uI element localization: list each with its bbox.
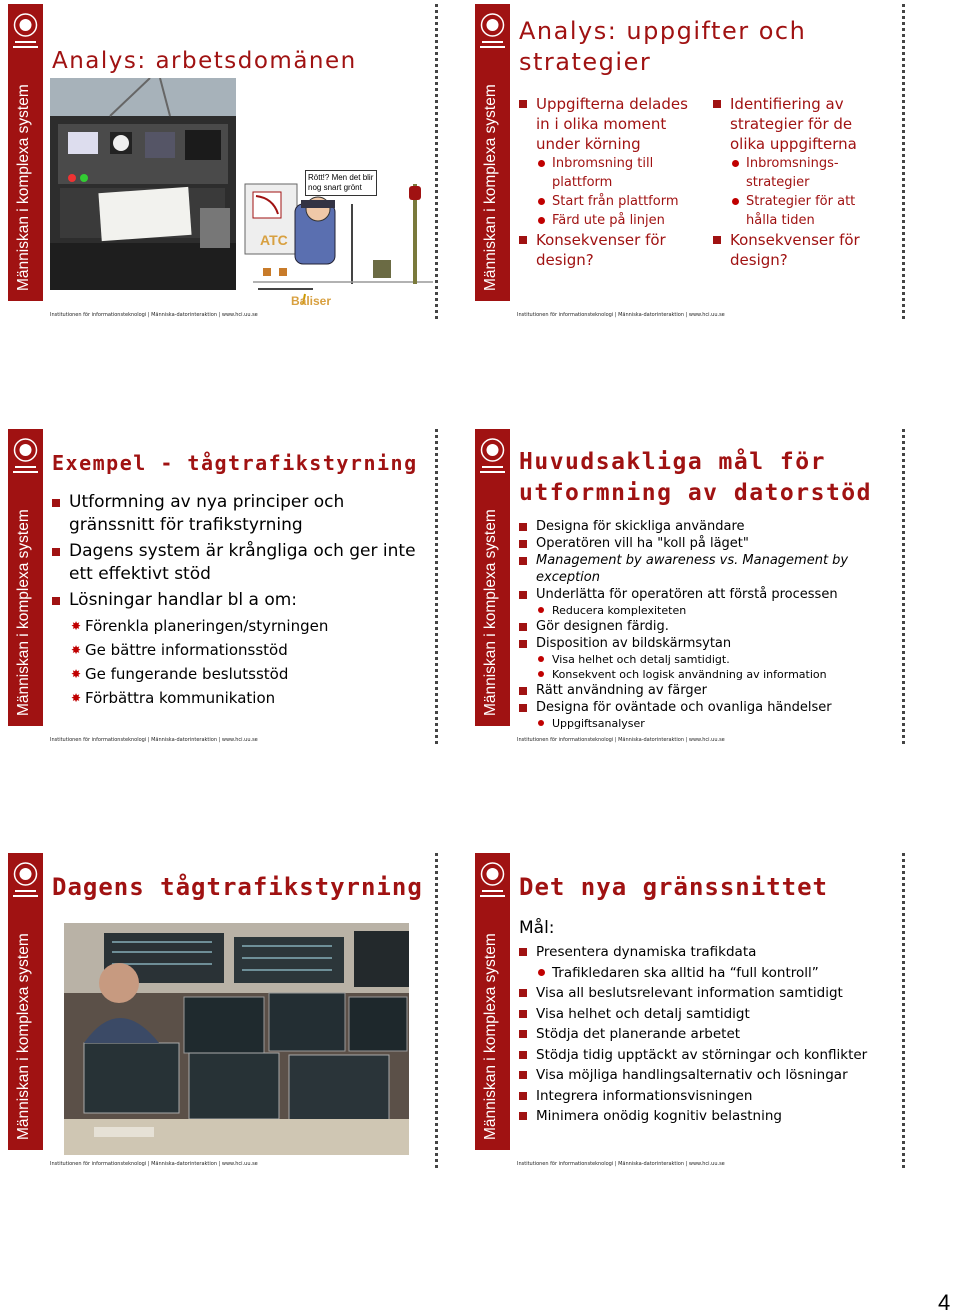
control-room-photo bbox=[64, 923, 409, 1155]
list-item: Gör designen färdig. bbox=[519, 618, 899, 635]
slide-footer: Institutionen för informationsteknologi | Människa-datorinteraktion | www.hci.uu.se bbox=[50, 737, 258, 743]
slide-title: Analys: arbetsdomänen bbox=[52, 48, 357, 74]
page-number: 4 bbox=[938, 1290, 951, 1315]
title-line-1: Huvudsakliga mål för bbox=[519, 449, 826, 475]
list-item: Visa all beslutsrelevant information samtidigt bbox=[519, 983, 899, 1004]
cut-line bbox=[902, 853, 905, 1171]
slide-arbetsdomanen bbox=[8, 4, 438, 322]
list-item: Rätt användning av färger bbox=[519, 682, 899, 699]
university-logo-icon bbox=[11, 859, 40, 901]
train-cab-photo bbox=[50, 78, 236, 290]
sub-item: Visa helhet och detalj samtidigt. bbox=[536, 652, 899, 667]
slide-title bbox=[519, 16, 806, 78]
list-item: Disposition av bildskärmsytan Visa helhet och detalj samtidigt. Konsekvent och logisk användning av information bbox=[519, 635, 899, 682]
bullet-list bbox=[52, 491, 422, 710]
slide-title: Det nya gränssnittet bbox=[519, 873, 828, 901]
list-item: Operatören vill ha "koll på läget" bbox=[519, 535, 899, 552]
left-bullet-list bbox=[519, 94, 699, 270]
slide-title: Dagens tågtrafikstyrning bbox=[52, 873, 423, 901]
slide-title: Exempel - tågtrafikstyrning bbox=[52, 451, 418, 475]
slide-sidebar bbox=[8, 429, 43, 726]
university-logo-icon bbox=[478, 10, 507, 52]
university-logo-icon bbox=[11, 10, 40, 52]
cut-line bbox=[902, 429, 905, 747]
title-line-2: strategier bbox=[519, 48, 652, 76]
slide-footer: Institutionen för informationsteknologi | Människa-datorinteraktion | www.hci.uu.se bbox=[517, 737, 725, 743]
university-logo-icon bbox=[478, 435, 507, 477]
slide-footer: Institutionen för informationsteknologi | Människa-datorinteraktion | www.hci.uu.se bbox=[50, 1161, 258, 1167]
slide-exempel bbox=[8, 429, 438, 747]
sub-item: ✸ Ge bättre informationsstöd bbox=[69, 638, 422, 662]
right-bullet-list bbox=[713, 94, 883, 270]
list-item: Konsekvenser för design? bbox=[713, 230, 883, 270]
title-line-2: utformning av datorstöd bbox=[519, 480, 872, 506]
list-item: Uppgifterna delades in i olika moment under körning Inbromsning till plattform Start från plattform Färd ute på linjen bbox=[519, 94, 699, 230]
sub-item: Start från plattform bbox=[536, 192, 699, 211]
sub-item: Inbromsning till plattform bbox=[536, 154, 699, 192]
sub-item: Reducera komplexiteten bbox=[536, 603, 899, 618]
sidebar-title: Människan i komplexa system bbox=[15, 84, 32, 291]
sidebar-title: Människan i komplexa system bbox=[15, 509, 32, 716]
sidebar-title: Människan i komplexa system bbox=[482, 84, 499, 291]
slide-footer: Institutionen för informationsteknologi | Människa-datorinteraktion | www.hci.uu.se bbox=[517, 312, 725, 318]
sub-item: Konsekvent och logisk användning av information bbox=[536, 667, 899, 682]
title-line-1: Analys: uppgifter och bbox=[519, 17, 807, 45]
list-item: Visa helhet och detalj samtidigt bbox=[519, 1004, 899, 1025]
sub-item: ✸ Förenkla planeringen/styrningen bbox=[69, 614, 422, 638]
sub-item: ✸ Ge fungerande beslutsstöd bbox=[69, 662, 422, 686]
cut-line bbox=[435, 853, 438, 1171]
list-item: Presentera dynamiska trafikdata Trafikledaren ska alltid ha “full kontroll” bbox=[519, 942, 899, 983]
list-item: Identifiering av strategier för de olika uppgifterna Inbromsnings-strategier Strategier för att hålla tiden bbox=[713, 94, 883, 230]
list-item: Utformning av nya principer och gränssnitt för trafikstyrning bbox=[52, 491, 422, 537]
list-item: Konsekvenser för design? bbox=[519, 230, 699, 270]
sub-item: Färd ute på linjen bbox=[536, 211, 699, 230]
university-logo-icon bbox=[11, 435, 40, 477]
goal-label: Mål: bbox=[519, 918, 555, 938]
bullet-list bbox=[519, 518, 899, 731]
slide-dagens bbox=[8, 853, 438, 1171]
list-item: Stödja tidig upptäckt av störningar och konflikter bbox=[519, 1045, 899, 1066]
atc-label: ATC bbox=[260, 232, 288, 248]
cut-line bbox=[435, 4, 438, 322]
cut-line bbox=[435, 429, 438, 747]
slide-sidebar bbox=[8, 853, 43, 1150]
bullet-list bbox=[519, 942, 899, 1127]
slide-footer: Institutionen för informationsteknologi | Människa-datorinteraktion | www.hci.uu.se bbox=[50, 312, 258, 318]
list-item: Minimera onödig kognitiv belastning bbox=[519, 1106, 899, 1127]
slide-huvudsakliga-mal bbox=[475, 429, 905, 747]
sub-item: Strategier för att hålla tiden bbox=[730, 192, 883, 230]
sidebar-title: Människan i komplexa system bbox=[482, 933, 499, 1140]
list-item: Visa möjliga handlingsalternativ och lösningar bbox=[519, 1065, 899, 1086]
sidebar-title: Människan i komplexa system bbox=[15, 933, 32, 1140]
sidebar-title: Människan i komplexa system bbox=[482, 509, 499, 716]
list-item: Stödja det planerande arbetet bbox=[519, 1024, 899, 1045]
baliser-label: Baliser bbox=[291, 294, 332, 308]
list-item: Lösningar handlar bl a om: ✸ Förenkla planeringen/styrningen ✸ Ge bättre informationsstöd ✸ Ge fungerande beslutsstöd ✸ Förbättra kommunikation bbox=[52, 589, 422, 710]
slide-title bbox=[519, 447, 872, 509]
list-item: Designa för skickliga användare bbox=[519, 518, 899, 535]
slide-uppgifter-strategier bbox=[475, 4, 905, 322]
list-item: Designa för oväntade och ovanliga händelser Uppgiftsanalyser bbox=[519, 699, 899, 731]
sub-item: Uppgiftsanalyser bbox=[536, 716, 899, 731]
slide-sidebar bbox=[475, 429, 510, 726]
list-item: Underlätta för operatören att förstå processen Reducera komplexiteten bbox=[519, 586, 899, 618]
sub-item: Inbromsnings-strategier bbox=[730, 154, 883, 192]
sub-item: Trafikledaren ska alltid ha “full kontroll” bbox=[536, 963, 899, 984]
slide-sidebar bbox=[475, 4, 510, 301]
slide-sidebar bbox=[8, 4, 43, 301]
cut-line bbox=[902, 4, 905, 322]
slide-footer: Institutionen för informationsteknologi | Människa-datorinteraktion | www.hci.uu.se bbox=[517, 1161, 725, 1167]
university-logo-icon bbox=[478, 859, 507, 901]
slide-nya-granssnittet bbox=[475, 853, 905, 1171]
slide-sidebar bbox=[475, 853, 510, 1150]
list-item: Management by awareness vs. Management by exception bbox=[519, 552, 899, 586]
list-item: Integrera informationsvisningen bbox=[519, 1086, 899, 1107]
sub-item: ✸ Förbättra kommunikation bbox=[69, 686, 422, 710]
callout-bubble: Rött!? Men det blir nog snart grönt bbox=[305, 170, 377, 196]
list-item: Dagens system är krångliga och ger inte ett effektivt stöd bbox=[52, 540, 422, 586]
